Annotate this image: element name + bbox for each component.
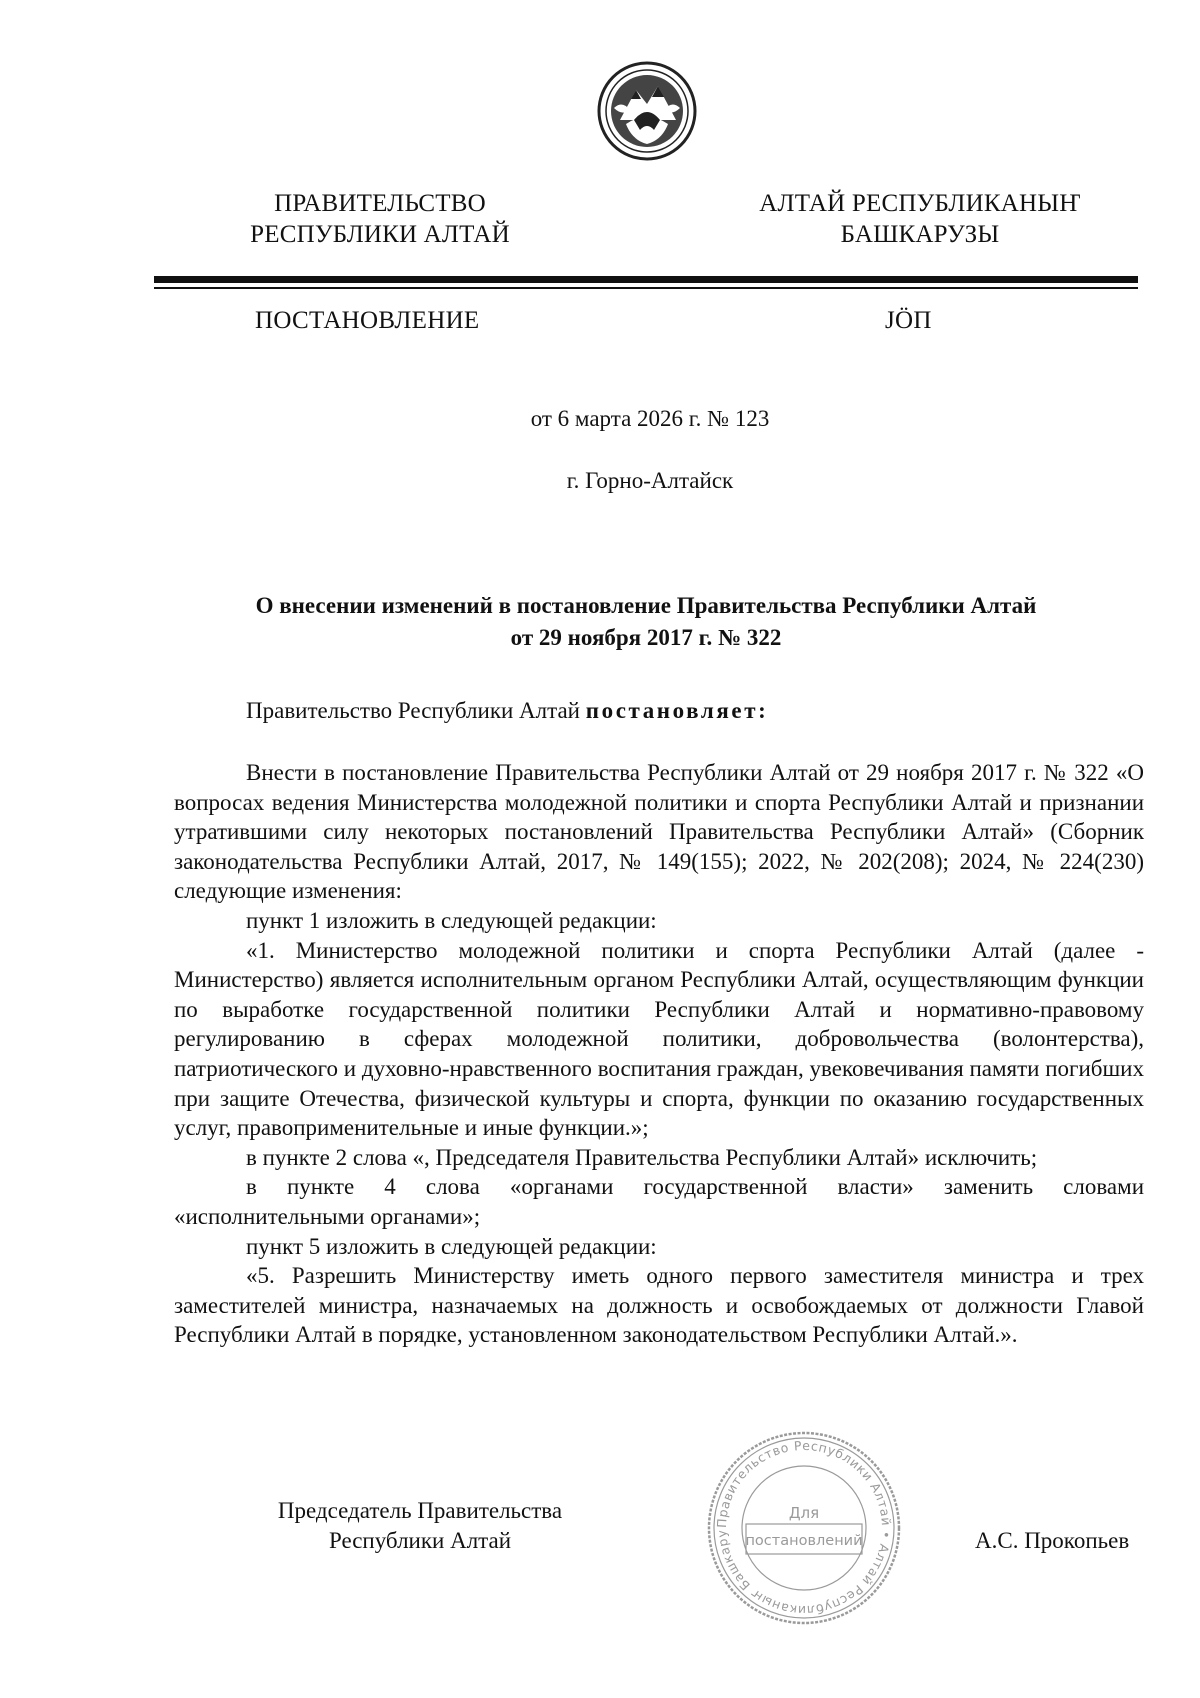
header-left-line1: ПРАВИТЕЛЬСТВО: [274, 190, 486, 217]
decree-label-ru: ПОСТАНОВЛЕНИЕ: [255, 307, 480, 334]
header-rule-thin: [154, 287, 1138, 289]
body-paragraph: в пункте 4 слова «органами государственной власти» заменить словами «исполнительными органами»;: [174, 1174, 1144, 1229]
intro-resolves: постановляет:: [585, 698, 769, 723]
header-rule-thick: [154, 276, 1138, 283]
intro-line: [246, 696, 768, 726]
official-stamp: [706, 1430, 902, 1626]
decree-body: [174, 758, 1144, 1350]
body-paragraph: пункт 1 изложить в следующей редакции:: [246, 907, 657, 933]
decree-place: г. Горно-Алтайск: [566, 468, 734, 493]
stamp-center-line2: постановлений: [745, 1533, 863, 1549]
decree-title: [154, 590, 1138, 654]
intro-text: Правительство Республики Алтай: [246, 698, 586, 723]
header-left-line2: РЕСПУБЛИКИ АЛТАЙ: [250, 221, 510, 248]
decree-date: от 6 марта 2026 г. № 123: [530, 406, 770, 431]
decree-label-alt: JÖП: [885, 307, 932, 334]
stamp-ring-text: Правительство Республики Алтай • Алтай Республиканыҥ Башкару: [713, 1437, 895, 1619]
header-right: [740, 188, 1100, 250]
stamp-center-line1: Для: [788, 1504, 820, 1522]
signatory-position-line2: Республики Алтай: [328, 1528, 512, 1553]
body-paragraph: пункт 5 изложить в следующей редакции:: [246, 1233, 657, 1259]
body-paragraph: «5. Разрешить Министерству иметь одного первого заместителя министра и трех заместителей министра, назначаемых на должность и освобождаемых от должности Главой Республики Алтай в порядке, установленном законодательством Республики Алтай.».: [174, 1263, 1144, 1348]
signatory-position: [240, 1496, 600, 1556]
signatory-name: А.С. Прокопьев: [975, 1528, 1130, 1553]
header-left: [230, 188, 530, 250]
coat-of-arms-icon: [596, 60, 698, 162]
title-line1: О внесении изменений в постановление Правительства Республики Алтай: [255, 593, 1037, 618]
header-right-line1: АЛТАЙ РЕСПУБЛИКАНЫҤ: [759, 190, 1081, 217]
signatory-position-line1: Председатель Правительства: [277, 1498, 563, 1523]
body-paragraph: «1. Министерство молодежной политики и спорта Республики Алтай (далее - Министерство) является исполнительным органом Республики Алтай, осуществляющим функции по выработке государственной политики Республики Алтай и нормативно-правовому регулированию в сферах молодежной политики, добровольчества (волонтерства), патриотического и духовно-нравственного воспитания граждан, увековечивания памяти погибших при защите Отечества, физической культуры и спорта, функции по оказанию государственных услуг, правоприменительные и иные функции.»;: [174, 937, 1144, 1141]
header-right-line2: БАШКАРУЗЫ: [840, 221, 1000, 248]
body-paragraph: Внести в постановление Правительства Республики Алтай от 29 ноября 2017 г. № 322 «О вопросах ведения Министерства молодежной политики и спорта Республики Алтай и признании утратившими силу некоторых постановлений Правительства Республики Алтай» (Сборник законодательства Республики Алтай, 2017, № 149(155); 2022, № 202(208); 2024, № 224(230) следующие изменения:: [174, 760, 1144, 904]
title-line2: от 29 ноября 2017 г. № 322: [510, 625, 782, 650]
body-paragraph: в пункте 2 слова «, Председателя Правительства Республики Алтай» исключить;: [246, 1144, 1038, 1170]
